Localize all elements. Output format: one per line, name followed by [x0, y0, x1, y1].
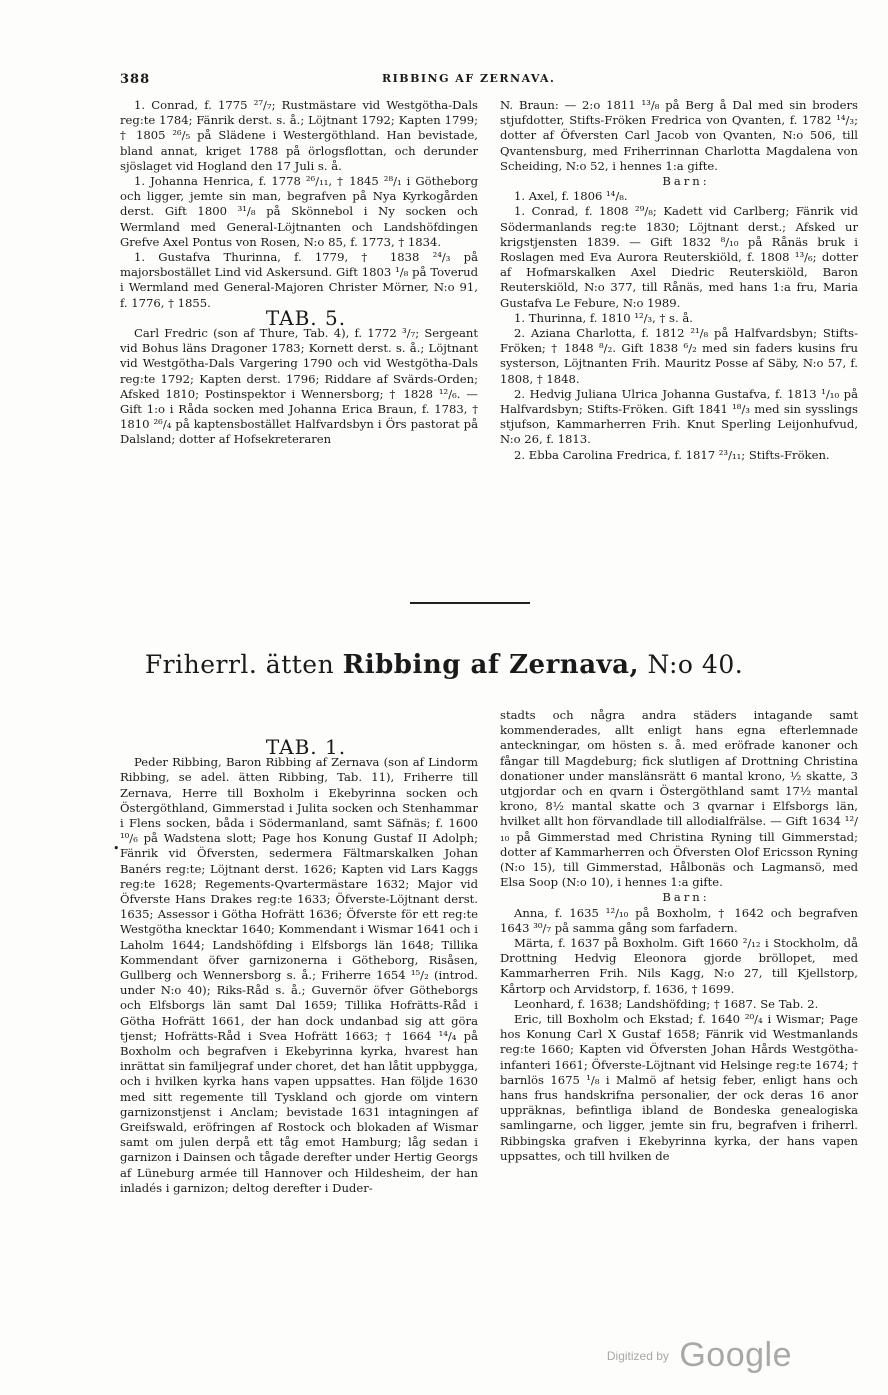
children-label: Barn:: [662, 174, 710, 189]
paragraph: N. Braun: — 2:o 1811 ¹³/₈ på Berg å Dal med sin broders stjufdotter, Stifts-Fröken Fredrica von Qvanten, f. 1782 ¹⁴/₃; dotter af Öfversten Carl Jacob von Qvanten, N:o 506, till Qvantensburg, med Friherrinnan Charlotta Magdalena von Scheiding, N:o 52, i hennes 1:a gifte.: [500, 98, 858, 173]
paragraph: stadts och några andra städers intagande samt kommenderades, allt enligt hans egna efterlemnade anteckningar, om hösten s. å. med eröfrade kanoner och fångar till Magdeburg; fick slutligen af Drottning Christina donationer under manslänsrätt 6 mantal krono, ½ skatte, 3 utgjordar och en qvarn i Östergöthland samt 17½ mantal krono, 8½ mantal skatte och 3 qvarnar i Elfsborgs län, hvilket allt hon förvandlade till allodialfrälse. — Gift 1634 ¹²/₁₀ på Gimmerstad med Christina Ryning till Gimmerstad; dotter af Kammarherren och Öfversten Olof Ericsson Ryning (N:o 15), till Gimmerstad, Hålbonäs och Lagmansö, med Elsa Soop (N:o 10), i hennes 1:a gifte.: [500, 708, 858, 890]
child-entry: Märta, f. 1637 på Boxholm. Gift 1660 ²/₁₂ i Stockholm, då Drottning Hedvig Eleonora gjorde bröllopet, med Kammarherren Frih. Nils Kagg, N:o 27, till Kjellstorp, Kårtorp och Arvidstorp, f. 1636, † 1699.: [500, 936, 858, 996]
digitized-by-text: Digitized by: [606, 1348, 669, 1363]
tab5-heading: TAB. 5.: [265, 305, 347, 330]
child-entry: 1. Thurinna, f. 1810 ¹²/₃, † s. å.: [514, 310, 693, 325]
children-label: Barn:: [662, 890, 710, 905]
tab1-heading: TAB. 1.: [265, 735, 347, 759]
tab5-paragraph: Carl Fredric (son af Thure, Tab. 4), f. 1772 ³/₇; Sergeant vid Bohus läns Dragoner 1783; Kornett derst. s. å.; Löjtnant vid Westgötha-Dals Vargering 1790 och vid Westgötha-Dals reg:te 1792; Kapten derst. 1796; Riddare af Svärds-Orden; Afsked 1810; Postinspektor i Wennersborg; † 1828 ¹²/₆. — Gift 1:o i Råda socken med Johanna Erica Braun, f. 1783, † 1810 ²⁶/₄ på kaptensbostället Halfvardsbyn i Örs pastorat på Dalsland; dotter af Hofsekreteraren: [120, 326, 478, 447]
section-divider: [410, 602, 530, 604]
right-column-bottom: [500, 708, 858, 1164]
page-number: 388: [120, 72, 151, 87]
page-header: [120, 72, 820, 96]
running-head: RIBBING AF ZERNAVA.: [382, 72, 556, 85]
google-logo: Google: [679, 1336, 792, 1374]
child-entry: Leonhard, f. 1638; Landshöfding; † 1687. Se Tab. 2.: [514, 996, 819, 1011]
child-entry: Anna, f. 1635 ¹²/₁₀ på Boxholm, † 1642 och begrafven 1643 ³⁰/₇ på samma gång som farfadern.: [500, 905, 858, 935]
title-number: N:o 40.: [647, 650, 744, 679]
title-prefix: Friherrl. ätten: [144, 650, 335, 679]
paragraph: 1. Gustafva Thurinna, f. 1779, † 1838 ²⁴/₃ på majorsbostället Lind vid Askersund. Gift 1803 ¹/₈ på Toverud i Wermland med General-Majoren Christer Mörner, N:o 91, f. 1776, † 1855.: [120, 250, 478, 310]
left-column-top: [120, 98, 478, 448]
margin-dot: •: [113, 842, 120, 855]
child-entry: 1. Conrad, f. 1808 ²⁹/₈; Kadett vid Carlberg; Fänrik vid Södermanlands reg:te 1830; Löjtnant derst.; Afsked ur krigstjensten 1839. — Gift 1832 ⁸/₁₀ på Rånäs bruk i Roslagen med Eva Aurora Reuterskiöld, f. 1808 ¹³/₆; dotter af Hofmarskalken Axel Diedric Reuterskiöld, Baron Reuterskiöld, N:o 377, till Rånäs, med hans 1:a fru, Maria Gustafva Le Febure, N:o 1989.: [500, 204, 858, 310]
child-entry: 2. Hedvig Juliana Ulrica Johanna Gustafva, f. 1813 ¹/₁₀ på Halfvardsbyn; Stifts-Fröken. Gift 1841 ¹⁸/₃ med sin sysslings stjufson, Kammarherren Frih. Knut Sperling Leijonhufvud, N:o 26, f. 1813.: [500, 386, 858, 447]
paragraph: 1. Johanna Henrica, f. 1778 ²⁶/₁₁, † 1845 ²⁸/₁ i Götheborg och ligger, jemte sin man, begrafven på Nya Kyrkogården derst. Gift 1800 ³¹/₈ på Skönnebol i Ny socken och Wermland med General-Löjtnanten och Landshöfdingen Grefve Axel Pontus von Rosen, N:o 85, f. 1773, † 1834.: [120, 174, 478, 249]
child-entry: 2. Aziana Charlotta, f. 1812 ²¹/₈ på Halfvardsbyn; Stifts-Fröken; † 1848 ⁸/₂. Gift 1838 ⁶/₂ med sin faders kusins fru systerson, Löjtnanten Frih. Mauritz Posse af Säby, N:o 57, f. 1808, † 1848.: [500, 326, 858, 386]
digitized-watermark: [607, 1336, 792, 1375]
paragraph: 1. Conrad, f. 1775 ²⁷/₇; Rustmästare vid Westgötha-Dals reg:te 1784; Fänrik derst. s. å.; Löjtnant 1792; Kapten 1799; † 1805 ²⁶/₅ på Slädene i Westergöthland. Han bevistade, bland annat, kriget 1788 på örlogsflottan, och derunder sjöslaget vid Hogland den 17 Juli s. å.: [120, 98, 478, 173]
child-entry: 1. Axel, f. 1806 ¹⁴/₈.: [514, 189, 628, 204]
child-entry: Eric, till Boxholm och Ekstad; f. 1640 ²⁰/₄ i Wismar; Page hos Konung Carl X Gustaf 1658; Fänrik vid Westmanlands reg:te 1660; Kapten vid Öfversten Johan Hårds Westgötha-infanteri 1661; Öfverste-Löjtnant vid Helsinge reg:te 1674; † barnlös 1675 ¹/₈ i Malmö af hetsig feber, enligt hans och hans frus handskrifna personalier, der ock deras 16 anor uppräknas, befintliga ibland de Bondeska genealogiska samlingarne, och ligger, jemte sin fru, begrafven i friherrl. Ribbingska grafven i Ekebyrinna kyrka, der hans vapen uppsattes, och till hvilken de: [500, 1012, 858, 1163]
left-column-bottom: [120, 735, 478, 1196]
section-title: [0, 650, 888, 680]
child-entry: 2. Ebba Carolina Fredrica, f. 1817 ²³/₁₁; Stifts-Fröken.: [514, 447, 830, 462]
title-name: Ribbing af Zernava,: [342, 650, 640, 680]
right-column-top: [500, 98, 858, 463]
tab1-paragraph: Peder Ribbing, Baron Ribbing af Zernava (son af Lindorm Ribbing, se adel. ätten Ribbing, Tab. 11), Friherre till Zernava, Herre till Boxholm i Ekebyrinna socken och Östergöthland, Gimmerstad i Julita socken och Stenhammar i Flens socken, båda i Södermanland, samt Säfnäs; f. 1600 ¹⁰/₆ på Wadstena slott; Page hos Konung Gustaf II Adolph; Fänrik vid Öfversten, sedermera Fältmarskalken Johan Banérs reg:te; Löjtnant derst. 1626; Kapten vid Lars Kaggs reg:te 1628; Regements-Qvartermästare 1632; Major vid Öfverste Hans Drakes reg:te 1633; Öfverste-Löjtnant derst. 1635; Assessor i Götha Hofrätt 1636; Öfverste för ett reg:te Westgötha knecktar 1640; Kommendant i Wismar 1641 och i Laholm 1644; Landshöfding i Elfsborgs län 1648; Tillika Kommendant öfver garnizonerna i Götheborg, Risåsen, Gullberg och Wennersborg s. å.; Friherre 1654 ¹⁵/₂ (introd. under N:o 40); Riks-Råd s. å.; Guvernör öfver Götheborgs och Elfsborgs län samt Dal 1659; Tillika Hofrätts-Råd i Götha Hofrätt 1661, der han dock undanbad sig att göra tjenst; Hofrätts-Råd i Svea Hofrätt 1663; † 1664 ¹⁴/₄ på Boxholm och begrafven i Ekebyrinna kyrka, hvarest han inrättat sin familjegraf under choret, det han låtit uppbygga, och i hvilken kyrka hans vapen uppsattes. Han följde 1630 med sitt regemente till Tyskland och gjorde om vintern garnizonstjenst i Anclam; bevistade 1631 intagningen af Greifswald, eröfringen af Rostock och blokaden af Wismar samt om julen derpå ett tåg emot Hamburg; låg sedan i garnizon i Dainsen och tågade derefter under Hertig Georgs af Lüneburg armée till Hannover och Hildesheim, der han inladés i garnizon; deltog derefter i Duder-: [120, 755, 478, 1195]
